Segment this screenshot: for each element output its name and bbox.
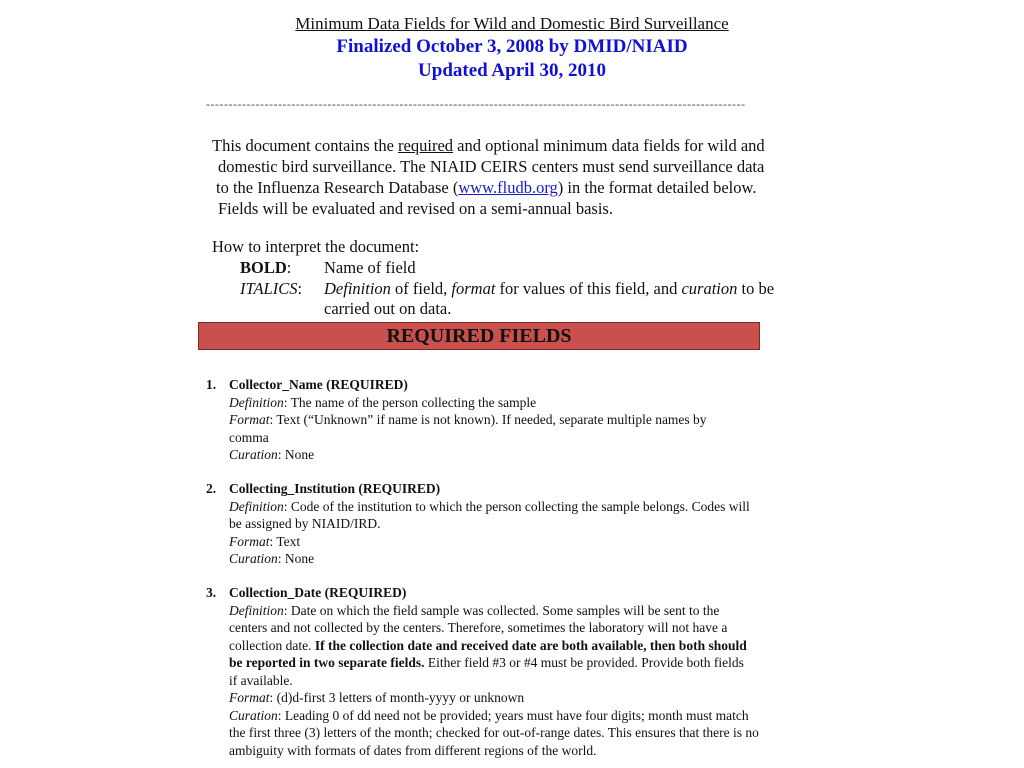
- definition-text: : Code of the institution to which the person collecting the sample belongs. Codes will: [283, 498, 750, 514]
- format-text: : Text: [269, 533, 301, 549]
- field-curation: [229, 550, 834, 568]
- updated-line: Updated April 30, 2010: [418, 60, 606, 81]
- field-body: [229, 376, 834, 464]
- italics-key-text: ITALICS: [240, 279, 298, 298]
- field-name: Collecting_Institution (REQUIRED): [229, 481, 441, 496]
- italics-text: to be: [737, 279, 775, 298]
- field-definition: [229, 602, 834, 620]
- intro-text: ) in the format detailed below.: [557, 178, 757, 197]
- definition-text: : The name of the person collecting the sample: [283, 394, 537, 410]
- definition-text: Either field #3 or #4 must be provided. Provide both fields: [424, 655, 744, 670]
- definition-text: collection date.: [229, 637, 315, 653]
- legend-italics-key: ITALICS:: [240, 279, 303, 298]
- curation-label: Curation: [229, 447, 278, 462]
- dashed-divider: ------------------------------------------------------------------------------------------------------------------------: [206, 97, 746, 111]
- field-format-cont: comma: [229, 429, 269, 445]
- curation-label: Curation: [229, 707, 278, 723]
- format-label: Format: [229, 690, 270, 705]
- definition-bold-text: be reported in two separate fields.: [229, 655, 425, 670]
- curation-label: Curation: [229, 551, 278, 566]
- italics-format: format: [451, 279, 496, 298]
- field-format: [229, 411, 834, 429]
- field-curation: [229, 707, 834, 725]
- field-definition-cont: centers and not collected by the centers. Therefore, sometimes the laboratory will not have a: [229, 620, 728, 635]
- intro-line-1: [212, 135, 832, 156]
- intro-text: and optional minimum data fields for wild and: [453, 136, 765, 155]
- field-curation-cont: the first three (3) letters of the month; checked for out-of-range dates. This ensures that there is no: [229, 725, 759, 740]
- field-definition-cont: [229, 637, 834, 655]
- definition-text: : Date on which the field sample was collected. Some samples will be sent to the: [283, 602, 720, 618]
- field-definition-cont: [229, 654, 834, 672]
- definition-label: Definition: [229, 394, 284, 410]
- curation-text: : None: [277, 551, 315, 566]
- intro-line-3: [212, 177, 832, 198]
- document-title: Minimum Data Fields for Wild and Domestic Bird Surveillance: [295, 14, 729, 33]
- field-curation-cont: ambiguity with formats of dates from different regions of the world.: [229, 742, 597, 758]
- italics-text: for values of this field, and: [495, 279, 682, 298]
- field-number: 2.: [206, 481, 217, 496]
- intro-line-4: Fields will be evaluated and revised on a semi-annual basis.: [218, 199, 613, 218]
- definition-label: Definition: [229, 602, 284, 618]
- italics-definition: Definition: [324, 279, 391, 298]
- field-definition-cont: if available.: [229, 672, 293, 688]
- fludb-link[interactable]: www.fludb.org: [458, 178, 558, 197]
- field-definition-cont: be assigned by NIAID/IRD.: [229, 516, 381, 531]
- intro-paragraph: [212, 135, 832, 219]
- field-curation: [229, 446, 834, 464]
- finalized-line: Finalized October 3, 2008 by DMID/NIAID: [336, 36, 688, 57]
- intro-text: to the Influenza Research Database (: [216, 178, 459, 197]
- italics-curation: curation: [681, 279, 738, 298]
- bold-key-text: BOLD: [240, 258, 287, 277]
- field-format: [229, 533, 834, 551]
- definition-bold-text: If the collection date and received date are both available, then both should: [314, 637, 747, 653]
- field-definition: [229, 498, 834, 516]
- curation-text: : Leading 0 of dd need not be provided; years must have four digits; month must match: [277, 707, 749, 723]
- required-fields-banner: REQUIRED FIELDS: [198, 322, 760, 350]
- field-number: 1.: [206, 377, 217, 392]
- howto-heading: How to interpret the document:: [212, 237, 420, 256]
- format-label: Format: [229, 412, 270, 427]
- legend-italics-line-2: carried out on data.: [324, 299, 452, 318]
- format-label: Format: [229, 533, 270, 549]
- legend-italics-value: [324, 279, 774, 299]
- intro-line-2: domestic bird surveillance. The NIAID CEIRS centers must send surveillance data: [218, 157, 765, 176]
- definition-label: Definition: [229, 498, 284, 514]
- intro-text: This document contains the: [212, 136, 399, 155]
- curation-text: : None: [277, 447, 315, 462]
- field-format: [229, 689, 834, 707]
- field-definition: [229, 394, 834, 412]
- field-body: [229, 584, 834, 759]
- format-text: : (d)d-first 3 letters of month-yyyy or unknown: [269, 690, 525, 705]
- legend-bold-value: Name of field: [324, 258, 416, 277]
- field-name: Collector_Name (REQUIRED): [229, 377, 408, 392]
- field-name: Collection_Date (REQUIRED): [229, 585, 407, 600]
- field-body: [229, 480, 834, 568]
- required-underlined: required: [398, 136, 454, 155]
- legend-bold-key: BOLD:: [240, 258, 292, 277]
- italics-text: of field,: [390, 279, 452, 298]
- field-number: 3.: [206, 585, 217, 600]
- format-text: : Text (“Unknown” if name is not known). If needed, separate multiple names by: [269, 412, 707, 427]
